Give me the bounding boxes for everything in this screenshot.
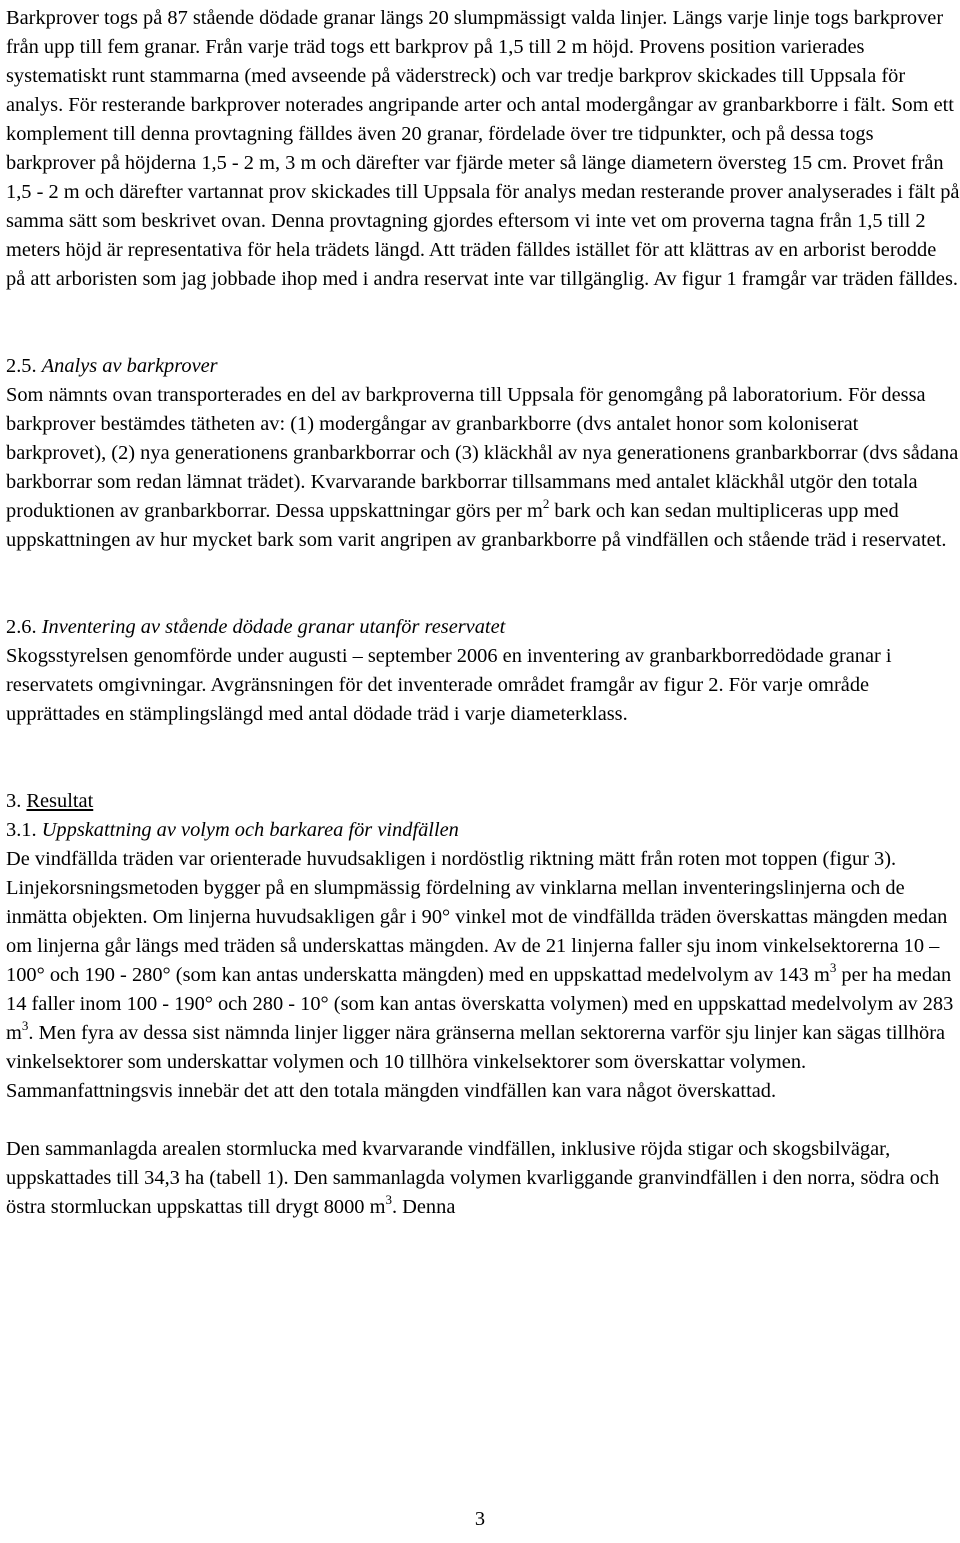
section-3-heading bbox=[6, 787, 960, 816]
spacer bbox=[6, 294, 960, 352]
superscript: 3 bbox=[21, 1018, 29, 1033]
paragraph-bark-analysis bbox=[6, 381, 960, 555]
superscript: 3 bbox=[385, 1192, 392, 1207]
superscript: 3 bbox=[829, 960, 837, 975]
section-title: Inventering av stående dödade granar utanför reservatet bbox=[41, 616, 506, 638]
section-2-5-heading bbox=[6, 352, 960, 381]
paragraph-windthrow-volume bbox=[6, 845, 960, 1106]
section-number: 2.6. bbox=[6, 616, 37, 638]
text-run: . Denna bbox=[391, 1196, 456, 1218]
paragraph-sampling: Barkprover togs på 87 stående dödade granar längs 20 slumpmässigt valda linjer. Längs varje linje togs barkprover från upp till fem granar. Från varje träd togs ett barkprov på 1,5 till 2 m höjd. Provens position varierades systematiskt runt stammarna (med avseende på väderstreck) och var tredje barkprov skickades till Uppsala för analys. För resterande barkprover noterades angripande arter och antal modergångar av granbarkborre i fält. Som ett komplement till denna provtagning fälldes även 20 granar, fördelade över tre tidpunkter, och på dessa togs barkprover på höjderna 1,5 - 2 m, 3 m och därefter var fjärde meter så länge diametern översteg 15 cm. Provet från 1,5 - 2 m och därefter vartannat prov skickades till Uppsala för analys medan resterande prover analyserades i fält på samma sätt som beskrivet ovan. Denna provtagning gjordes eftersom vi inte vet om proverna tagna från 1,5 till 2 meters höjd är representativa för hela trädets längd. Att träden fälldes istället för att klättras av en arborist berodde på att arboristen som jag jobbade ihop med i andra reservat inte var tillgänglig. Av figur 1 framgår var träden fälldes. bbox=[6, 7, 960, 290]
text-run: . Men fyra av dessa sist nämnda linjer ligger nära gränserna mellan sektorerna varför sju linjer kan sägas tillhöra vinkelsektorer som underskattar volymen och 10 tillhöra vinkelsektorer som överskattar volymen. Sammanfattningsvis innebär det att den totala mängden vindfällen kan vara något överskattad. bbox=[6, 1022, 946, 1102]
section-number: 2.5. bbox=[6, 355, 37, 377]
text-run: De vindfällda träden var orienterade huvudsakligen i nordöstlig riktning mätt från roten mot toppen (figur 3). Linjekorsningsmetoden bygger på en slumpmässig fördelning av vinklarna mellan inventeringslinjerna och de inmätta objekten. Om linjerna huvudsakligen går i 90° vinkel mot de vindfällda träden överskattas mängden medan om linjerna går längs med träden så underskattas mängden. Av de 21 linjerna faller sju inom vinkelsektorerna 10 – 100° och 190 - 280° (som kan antas underskatta mängden) med en uppskattad medelvolym av 143 m bbox=[6, 848, 948, 986]
section-number: 3.1. bbox=[6, 819, 37, 841]
text-run: Som nämnts ovan transporterades en del av barkproverna till Uppsala för genomgång på laboratorium. För dessa barkprover bestämdes tätheten av: (1) modergångar av granbarkborre (dvs antalet honor som koloniserat barkprovet), (2) nya generationens granbarkborrar och (3) kläckhål av nya generationens granbarkborrar (dvs sådana barkborrar som redan lämnat trädet). Kvarvarande barkborrar tillsammans med antalet kläckhål utgör den totala produktionen av granbarkborrar. Dessa uppskattningar görs per m bbox=[6, 384, 959, 522]
section-title: Uppskattning av volym och barkarea för vindfällen bbox=[41, 819, 459, 841]
text-run: Den sammanlagda arealen stormlucka med kvarvarande vindfällen, inklusive röjda stigar och skogsbilvägar, uppskattades till 34,3 ha (tabell 1). Den sammanlagda volymen kvarliggande granvindfällen i den norra, södra och östra stormluckan uppskattas till drygt 8000 m bbox=[6, 1138, 940, 1218]
page-number: 3 bbox=[474, 1508, 486, 1530]
spacer bbox=[6, 729, 960, 787]
section-number: 3. bbox=[6, 790, 22, 812]
section-3-1-heading bbox=[6, 816, 960, 845]
paragraph-storm-gap-area bbox=[6, 1135, 960, 1222]
section-2-6-heading bbox=[6, 613, 960, 642]
spacer bbox=[6, 555, 960, 613]
paragraph-inventory: Skogsstyrelsen genomförde under augusti – september 2006 en inventering av granbarkborredödade granar i reservatets omgivningar. Avgränsningen för det inventerade området framgår av figur 2. För varje område upprättades en stämplingslängd med antal dödade träd i varje diameterklass. bbox=[6, 645, 892, 725]
text-run: bark och kan sedan multipliceras upp med uppskattningen av hur mycket bark som varit angripen av granbarkborre på vindfällen och stående träd i reservatet. bbox=[6, 500, 947, 551]
section-title: Analys av barkprover bbox=[41, 355, 218, 377]
superscript: 2 bbox=[542, 496, 550, 511]
spacer bbox=[6, 1106, 960, 1135]
text-run: per ha medan 14 faller inom 100 - 190° och 280 - 10° (som kan antas överskatta volymen) med en uppskattad medelvolym av 283 m bbox=[6, 964, 954, 1044]
section-title: Resultat bbox=[26, 790, 94, 812]
document-page bbox=[6, 4, 960, 1222]
